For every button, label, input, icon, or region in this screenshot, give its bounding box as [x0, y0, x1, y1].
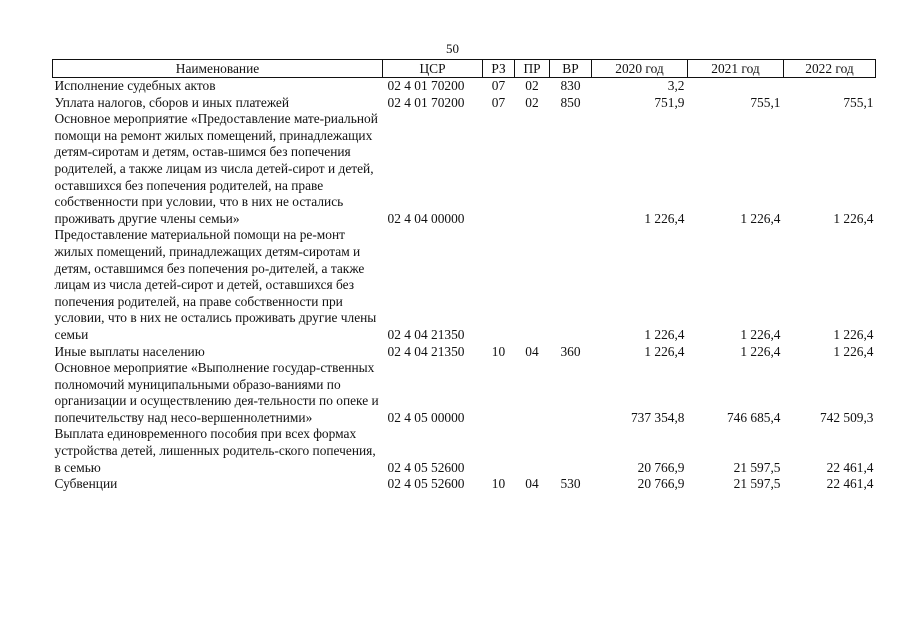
- row-pr: 04: [525, 343, 539, 359]
- row-vr: [550, 111, 592, 227]
- row-vr: 360: [560, 343, 581, 359]
- header-rz: РЗ: [483, 60, 515, 78]
- row-2021: 1 226,4: [740, 343, 781, 359]
- table-row: [53, 426, 876, 476]
- page-number: 50: [446, 41, 459, 56]
- row-name: Предоставление материальной помощи на ре-монт жилых помещений, принадлежащих детям-сиротам и детям, оставшимся без попечения ро-дителей, а также лицам из числа детей-сирот и детей, оставшихся без попечения родителей, на праве собственности при условии, что в них не остались проживать другие члены семьи: [54, 227, 377, 342]
- row-name: Основное мероприятие «Выполнение государ-ственных полномочий муниципальными образо-ваниями по организации и осуществлению дея-тельности по опеке и попечительству над несо-вершеннолетними»: [54, 360, 379, 425]
- row-csr: 02 4 04 21350: [387, 326, 465, 342]
- row-name: Выплата единовременного пособия при всех формах устройства детей, лишенных родитель-ского попечения, в семью: [54, 426, 376, 475]
- header-2020: 2020 год: [592, 60, 688, 78]
- row-csr: 02 4 01 70200: [387, 94, 465, 110]
- table-row: [53, 78, 876, 95]
- row-vr: 830: [560, 78, 581, 93]
- row-rz: [483, 111, 515, 227]
- row-2021: 1 226,4: [740, 210, 781, 226]
- row-pr: [515, 111, 550, 227]
- row-2020: 1 226,4: [644, 343, 685, 359]
- row-csr: 02 4 05 00000: [387, 409, 465, 425]
- row-vr: [550, 360, 592, 426]
- row-csr: 02 4 04 00000: [387, 210, 465, 226]
- header-2022: 2022 год: [784, 60, 876, 78]
- row-pr: [515, 227, 550, 343]
- header-vr: ВР: [550, 60, 592, 78]
- header-csr: ЦСР: [383, 60, 483, 78]
- row-2022: 22 461,4: [826, 476, 874, 492]
- row-vr: 850: [560, 94, 581, 110]
- table-row: [53, 227, 876, 343]
- row-rz: [483, 360, 515, 426]
- row-2021: 21 597,5: [733, 459, 781, 475]
- budget-table: [52, 59, 876, 493]
- row-pr: 02: [525, 94, 539, 110]
- row-2020: 1 226,4: [644, 326, 685, 342]
- row-csr: 02 4 01 70200: [387, 78, 465, 93]
- header-2021: 2021 год: [688, 60, 784, 78]
- table-row: [53, 95, 876, 112]
- row-2021: 1 226,4: [740, 326, 781, 342]
- table-row: [53, 344, 876, 361]
- row-csr: 02 4 05 52600: [387, 459, 465, 475]
- row-2020: 20 766,9: [637, 459, 685, 475]
- row-2021: 21 597,5: [733, 476, 781, 492]
- row-vr: [550, 227, 592, 343]
- row-2022: 1 226,4: [833, 343, 874, 359]
- row-2020: 737 354,8: [630, 409, 685, 425]
- table-row: [53, 360, 876, 426]
- header-row: [53, 60, 876, 78]
- row-2021: [688, 78, 784, 95]
- row-2021: 746 685,4: [726, 409, 781, 425]
- row-name: Исполнение судебных актов: [54, 78, 216, 93]
- row-rz: 10: [491, 476, 506, 492]
- row-pr: [515, 426, 550, 476]
- row-pr: 04: [525, 476, 539, 492]
- row-vr: 530: [560, 476, 581, 492]
- header-pr: ПР: [515, 60, 550, 78]
- row-csr: 02 4 05 52600: [387, 476, 465, 492]
- row-2022: 1 226,4: [833, 326, 874, 342]
- row-rz: [483, 227, 515, 343]
- row-name: Основное мероприятие «Предоставление мате-риальной помощи на ремонт жилых помещений, принадлежащих детям-сиротам и детям, остав-шимся без попечения родителей, а также лицам из числа детей-сирот и детей, оставшихся без попечения родителей, на праве собственности при условии, что в них не остались проживать другие члены семьи»: [54, 111, 378, 226]
- row-rz: [483, 426, 515, 476]
- row-name: Уплата налогов, сборов и иных платежей: [54, 94, 290, 110]
- row-vr: [550, 426, 592, 476]
- row-rz: 07: [491, 78, 506, 93]
- table-row: [53, 476, 876, 493]
- row-2022: 1 226,4: [833, 210, 874, 226]
- row-2020: 3,2: [667, 78, 685, 93]
- row-2020: 20 766,9: [637, 476, 685, 492]
- row-2020: 751,9: [654, 94, 685, 110]
- row-pr: [515, 360, 550, 426]
- table-row: [53, 111, 876, 227]
- row-pr: 02: [525, 78, 539, 93]
- row-2020: 1 226,4: [644, 210, 685, 226]
- header-name: Наименование: [53, 60, 383, 78]
- row-2022: 755,1: [843, 94, 874, 110]
- row-2022: 742 509,3: [819, 409, 874, 425]
- row-rz: 07: [491, 94, 506, 110]
- row-2022: [784, 78, 876, 95]
- row-2022: 22 461,4: [826, 459, 874, 475]
- row-rz: 10: [491, 343, 506, 359]
- row-csr: 02 4 04 21350: [387, 343, 465, 359]
- row-name: Субвенции: [54, 476, 118, 492]
- row-2021: 755,1: [750, 94, 781, 110]
- row-name: Иные выплаты населению: [54, 343, 205, 359]
